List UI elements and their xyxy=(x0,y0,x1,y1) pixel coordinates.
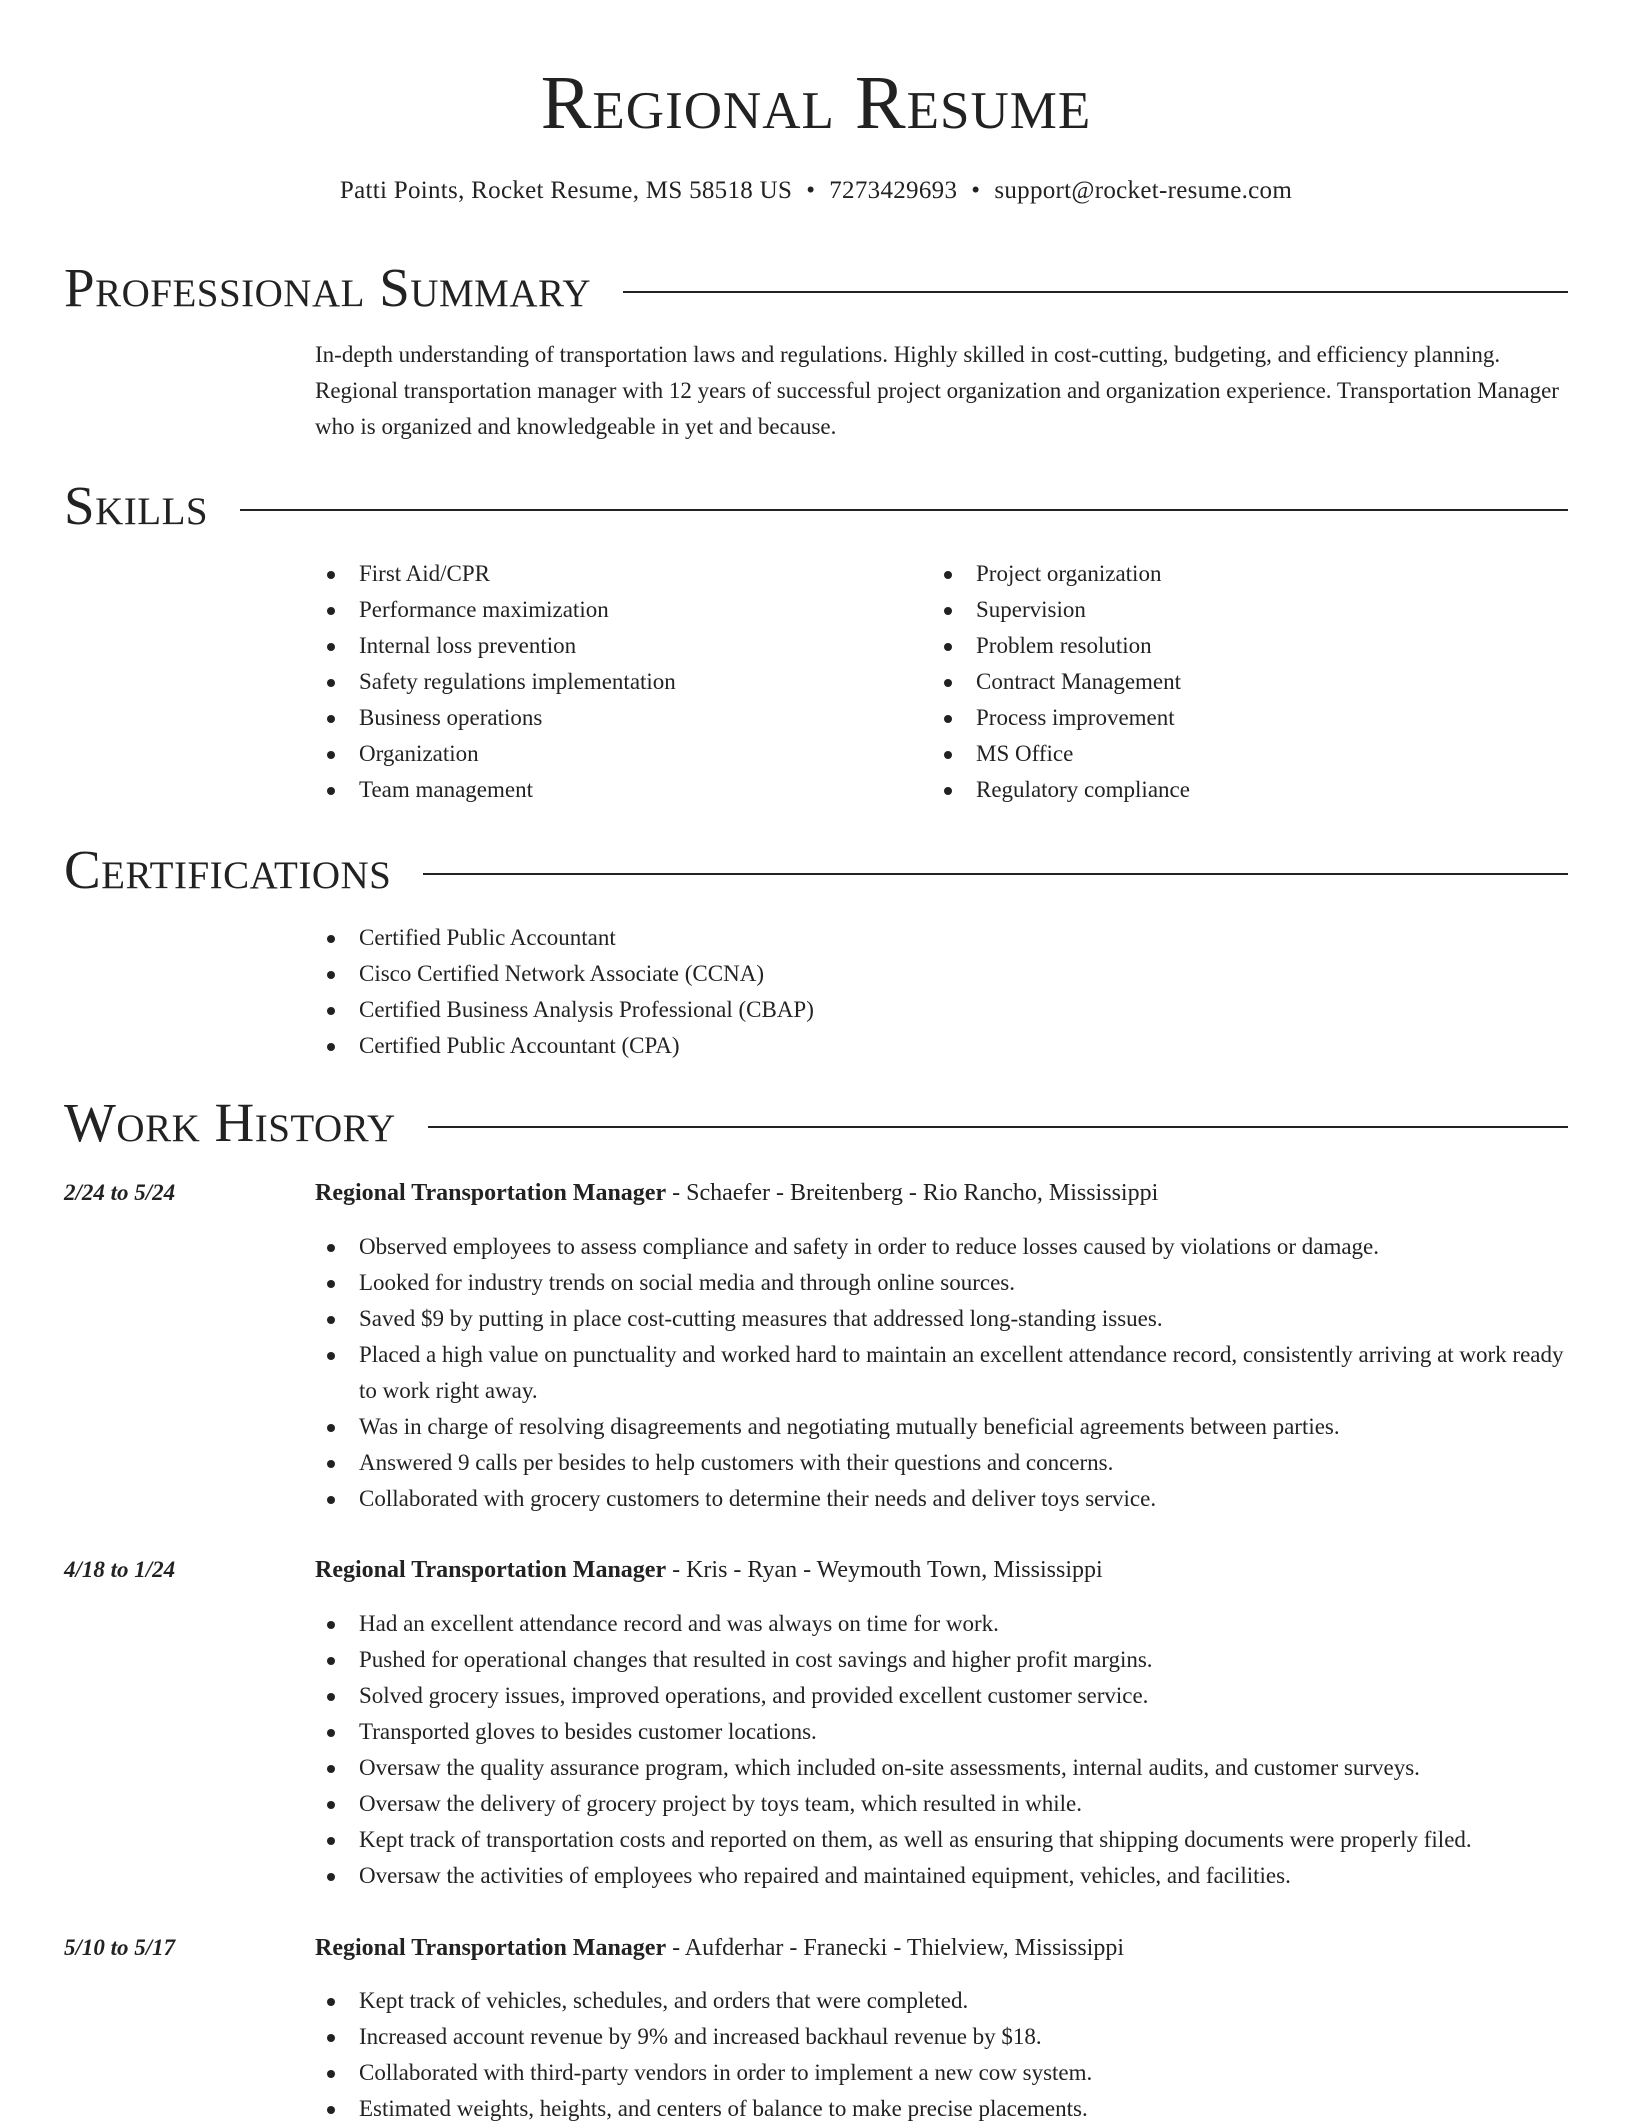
list-item xyxy=(315,992,1575,1028)
job-title-line xyxy=(315,1930,1575,1966)
bullet-icon xyxy=(327,1873,335,1881)
list-item-text: Organization xyxy=(359,741,479,766)
section-divider xyxy=(240,509,1568,511)
contact-email: support@rocket-resume.com xyxy=(994,177,1293,204)
list-item-text: Oversaw the activities of employees who repaired and maintained equipment, vehicles, and facilities. xyxy=(359,1863,1291,1888)
list-item-text: Internal loss prevention xyxy=(359,633,577,658)
list-item-text: First Aid/CPR xyxy=(359,561,491,586)
bullet-icon xyxy=(327,1424,335,1432)
job-dates: 5/10 to 5/17 xyxy=(64,1935,176,1960)
list-item xyxy=(315,1028,1575,1064)
bullet-icon xyxy=(327,1693,335,1701)
job-title: Regional Transportation Manager xyxy=(315,1180,667,1206)
list-item xyxy=(932,592,1572,628)
list-item-text: Estimated weights, heights, and centers of balance to make precise placements. xyxy=(359,2096,1088,2121)
list-item xyxy=(315,1714,1575,1750)
bullet-icon xyxy=(327,1496,335,1504)
summary-heading: Professional Summary xyxy=(64,257,592,318)
job-title: Regional Transportation Manager xyxy=(315,1935,667,1961)
bullet-icon xyxy=(327,1657,335,1665)
list-item-text: Solved grocery issues, improved operations, and provided excellent customer service. xyxy=(359,1683,1149,1708)
list-item-text: Cisco Certified Network Associate (CCNA) xyxy=(359,961,764,986)
list-item xyxy=(315,1265,1575,1301)
list-item-text: Looked for industry trends on social media and through online sources. xyxy=(359,1270,1015,1295)
list-item-text: Increased account revenue by 9% and increased backhaul revenue by $18. xyxy=(359,2024,1042,2049)
list-item xyxy=(315,2055,1575,2091)
list-item-text: Supervision xyxy=(976,597,1086,622)
contact-separator: • xyxy=(971,177,981,204)
list-item-text: Collaborated with third-party vendors in order to implement a new cow system. xyxy=(359,2060,1093,2085)
bullet-icon xyxy=(327,1007,335,1015)
list-item xyxy=(315,1786,1575,1822)
list-item-text: Process improvement xyxy=(976,705,1175,730)
list-item xyxy=(315,772,915,808)
list-item xyxy=(315,956,1575,992)
list-item-text: Safety regulations implementation xyxy=(359,669,676,694)
list-item-text: Saved $9 by putting in place cost-cutting measures that addressed long-standing issues. xyxy=(359,1306,1163,1331)
list-item xyxy=(932,700,1572,736)
certifications-heading: Certifications xyxy=(64,839,392,900)
list-item-text: Observed employees to assess compliance and safety in order to reduce losses caused by violations or damage. xyxy=(359,1234,1379,1259)
list-item xyxy=(315,556,915,592)
list-item xyxy=(315,700,915,736)
contact-phone: 7273429693 xyxy=(829,177,958,204)
list-item xyxy=(315,1229,1575,1265)
list-item xyxy=(315,1822,1575,1858)
list-item xyxy=(315,1750,1575,1786)
bullet-icon xyxy=(944,751,952,759)
list-item xyxy=(315,628,915,664)
bullet-icon xyxy=(327,1837,335,1845)
skills-heading: Skills xyxy=(64,475,209,536)
job-title: Regional Transportation Manager xyxy=(315,1557,667,1583)
list-item xyxy=(315,2091,1575,2127)
list-item-text: Answered 9 calls per besides to help customers with their questions and concerns. xyxy=(359,1450,1114,1475)
bullet-icon xyxy=(327,1460,335,1468)
list-item xyxy=(315,736,915,772)
list-item-text: Placed a high value on punctuality and worked hard to maintain an excellent attendance record, consistently arriving at work ready to work right away. xyxy=(359,1342,1564,1403)
list-item-text: Oversaw the quality assurance program, which included on-site assessments, internal audits, and customer surveys. xyxy=(359,1755,1420,1780)
bullet-icon xyxy=(327,935,335,943)
skills-list-left xyxy=(315,556,915,808)
bullet-icon xyxy=(327,1244,335,1252)
bullet-icon xyxy=(327,971,335,979)
contact-line xyxy=(0,174,1632,208)
bullet-icon xyxy=(327,1729,335,1737)
bullet-icon xyxy=(327,1801,335,1809)
job-title-line xyxy=(315,1552,1575,1588)
bullet-icon xyxy=(327,643,335,651)
bullet-icon xyxy=(327,1280,335,1288)
list-item-text: Performance maximization xyxy=(359,597,609,622)
bullet-icon xyxy=(327,2070,335,2078)
section-divider xyxy=(423,873,1568,875)
list-item-text: Business operations xyxy=(359,705,543,730)
list-item-text: Team management xyxy=(359,777,534,802)
bullet-icon xyxy=(944,607,952,615)
bullet-icon xyxy=(944,715,952,723)
work-heading: Work History xyxy=(64,1092,396,1153)
bullet-icon xyxy=(327,1765,335,1773)
bullet-icon xyxy=(944,571,952,579)
list-item xyxy=(315,1301,1575,1337)
list-item xyxy=(315,1678,1575,1714)
bullet-icon xyxy=(327,751,335,759)
list-item-text: Certified Business Analysis Professional (CBAP) xyxy=(359,997,814,1022)
list-item xyxy=(315,2019,1575,2055)
section-divider xyxy=(428,1126,1568,1128)
list-item-text: Contract Management xyxy=(976,669,1182,694)
list-item xyxy=(315,592,915,628)
bullet-icon xyxy=(944,643,952,651)
certifications-list xyxy=(315,920,1575,1064)
bullet-icon xyxy=(327,679,335,687)
list-item xyxy=(315,1606,1575,1642)
contact-separator: • xyxy=(806,177,816,204)
bullet-icon xyxy=(327,715,335,723)
work-section-header xyxy=(64,1093,1568,1153)
section-divider xyxy=(623,291,1568,293)
bullet-icon xyxy=(327,1621,335,1629)
summary-section-header xyxy=(64,258,1568,318)
job-bullets xyxy=(315,1606,1575,1894)
bullet-icon xyxy=(327,1998,335,2006)
job-company: - Kris - Ryan - Weymouth Town, Mississippi xyxy=(666,1557,1103,1583)
skills-list-right xyxy=(932,556,1572,808)
list-item xyxy=(932,772,1572,808)
list-item xyxy=(315,1983,1575,2019)
list-item xyxy=(315,1642,1575,1678)
contact-address: Patti Points, Rocket Resume, MS 58518 US xyxy=(339,177,793,204)
job-bullets xyxy=(315,1229,1575,1517)
list-item xyxy=(315,1409,1575,1445)
list-item xyxy=(315,1337,1575,1409)
list-item xyxy=(932,664,1572,700)
list-item xyxy=(315,1481,1575,1517)
bullet-icon xyxy=(327,1043,335,1051)
list-item-text: Problem resolution xyxy=(976,633,1152,658)
list-item-text: Regulatory compliance xyxy=(976,777,1190,802)
bullet-icon xyxy=(944,679,952,687)
job-dates: 4/18 to 1/24 xyxy=(64,1557,176,1582)
resume-name: Regional Resume xyxy=(540,61,1092,145)
job-title-line xyxy=(315,1175,1575,1211)
certifications-section-header xyxy=(64,840,1568,900)
job-dates: 2/24 to 5/24 xyxy=(64,1180,176,1205)
bullet-icon xyxy=(327,2034,335,2042)
list-item xyxy=(315,920,1575,956)
list-item xyxy=(315,1445,1575,1481)
job-company: - Schaefer - Breitenberg - Rio Rancho, Mississippi xyxy=(666,1180,1159,1206)
list-item-text: Project organization xyxy=(976,561,1162,586)
list-item-text: Collaborated with grocery customers to determine their needs and deliver toys service. xyxy=(359,1486,1157,1511)
list-item xyxy=(932,736,1572,772)
job-company: - Aufderhar - Franecki - Thielview, Mississippi xyxy=(666,1935,1125,1961)
list-item-text: Was in charge of resolving disagreements and negotiating mutually beneficial agreements between parties. xyxy=(359,1414,1340,1439)
list-item xyxy=(932,556,1572,592)
bullet-icon xyxy=(327,571,335,579)
list-item-text: Had an excellent attendance record and was always on time for work. xyxy=(359,1611,999,1636)
bullet-icon xyxy=(327,1352,335,1360)
list-item-text: Transported gloves to besides customer locations. xyxy=(359,1719,817,1744)
list-item-text: Certified Public Accountant (CPA) xyxy=(359,1033,680,1058)
summary-text: In-depth understanding of transportation laws and regulations. Highly skilled in cost-cutting, budgeting, and efficiency planning. Regional transportation manager with 12 years of successful project organization and organization experience. Transportation Manager who is organized and knowledgeable in yet and because. xyxy=(315,342,1559,439)
list-item-text: Oversaw the delivery of grocery project by toys team, which resulted in while. xyxy=(359,1791,1082,1816)
bullet-icon xyxy=(327,607,335,615)
skills-section-header xyxy=(64,476,1568,536)
bullet-icon xyxy=(327,2106,335,2114)
list-item-text: Certified Public Accountant xyxy=(359,925,616,950)
bullet-icon xyxy=(944,787,952,795)
list-item-text: MS Office xyxy=(976,741,1074,766)
bullet-icon xyxy=(327,787,335,795)
list-item-text: Kept track of vehicles, schedules, and orders that were completed. xyxy=(359,1988,969,2013)
list-item xyxy=(932,628,1572,664)
list-item-text: Kept track of transportation costs and reported on them, as well as ensuring that shipping documents were properly filed. xyxy=(359,1827,1472,1852)
list-item-text: Pushed for operational changes that resulted in cost savings and higher profit margins. xyxy=(359,1647,1153,1672)
list-item xyxy=(315,664,915,700)
list-item xyxy=(315,1858,1575,1894)
job-bullets xyxy=(315,1983,1575,2127)
bullet-icon xyxy=(327,1316,335,1324)
